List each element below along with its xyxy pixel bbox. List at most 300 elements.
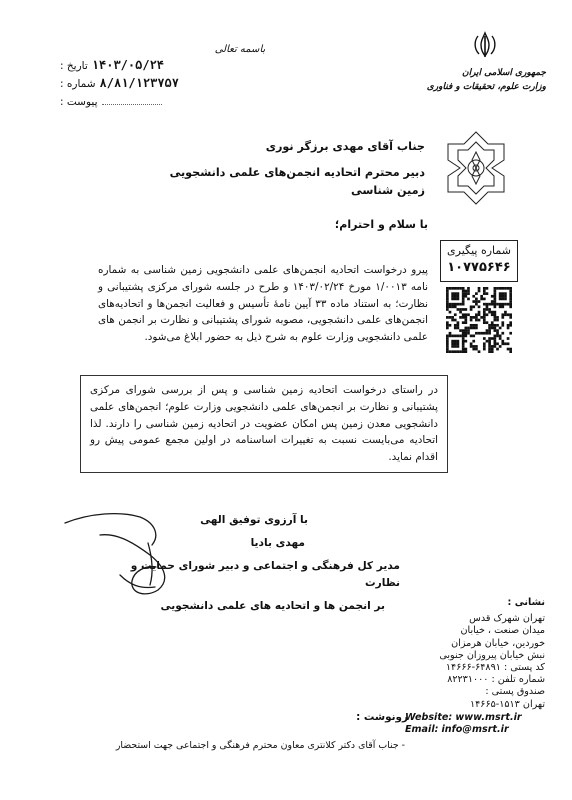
address-line4: نبش خیابان پیروزان جنوبی [439,649,545,661]
qr-module [446,298,449,301]
qr-module [480,332,483,335]
qr-module [501,324,504,327]
qr-module [462,303,465,306]
qr-module [501,342,504,345]
qr-module [499,295,502,298]
qr-module [454,303,457,306]
qr-module [451,350,454,353]
address-line1: تهران شهرک قدس [469,613,545,625]
qr-module [488,303,491,306]
qr-module [454,335,457,338]
qr-module [464,348,467,351]
letter-meta [60,58,200,109]
qr-module [464,290,467,293]
qr-module [488,327,491,330]
addressee [160,138,425,200]
qr-module [504,311,507,314]
qr-module [501,332,504,335]
qr-module [486,303,489,306]
signature-title2: بر انجمن ها و اتحادیه های علمی دانشجویی [160,600,385,612]
qr-module [486,340,489,343]
qr-module [451,295,454,298]
website-label: Website: [405,711,453,723]
website-link[interactable]: www.msrt.ir [455,711,522,723]
pobox-value: تهران ۱۵۱۳-۱۴۶۶۵ [469,698,545,710]
qr-module [483,316,486,319]
qr-module [454,292,457,295]
qr-module [491,350,494,353]
qr-module [451,298,454,301]
tracking-label: شماره پیگیری [447,244,511,257]
qr-module [488,308,491,311]
tracking-box [440,240,518,282]
qr-module [462,335,465,338]
qr-module [462,298,465,301]
qr-module [507,337,510,340]
qr-module [446,305,449,308]
qr-module [491,337,494,340]
qr-module [464,308,467,311]
qr-module [457,340,460,343]
qr-module [491,348,494,351]
email-label: Email: [405,724,439,736]
qr-module [507,342,510,345]
qr-module [509,287,512,290]
qr-module [478,287,481,290]
qr-module [478,313,481,316]
qr-module [475,292,478,295]
qr-module [501,313,504,316]
qr-module [454,327,457,330]
qr-module [507,303,510,306]
qr-module [480,295,483,298]
qr-module [509,313,512,316]
date-label: تاریخ : [60,60,88,72]
qr-module [494,342,497,345]
postal-code: کد پستی : ۶۴۸۹۱-۱۴۶۶۶ [445,662,545,674]
qr-module [454,340,457,343]
date-row [60,58,200,73]
qr-module [480,298,483,301]
qr-module [499,327,502,330]
qr-module [459,311,462,314]
qr-module [504,295,507,298]
qr-module [446,342,449,345]
qr-module [454,295,457,298]
qr-module [457,350,460,353]
qr-module [472,340,475,343]
qr-module [462,292,465,295]
qr-module [509,324,512,327]
qr-module [451,342,454,345]
qr-module [494,287,497,290]
qr-module [509,290,512,293]
qr-module [491,313,494,316]
qr-module [454,298,457,301]
qr-module [451,335,454,338]
qr-module [494,319,497,322]
qr-module [488,342,491,345]
qr-module [449,335,452,338]
qr-module [457,335,460,338]
tracking-number: ۱۰۷۷۵۶۴۶ [447,260,511,275]
qr-module [494,316,497,319]
qr-module [509,332,512,335]
qr-module [470,316,473,319]
qr-module [501,316,504,319]
qr-module [483,348,486,351]
qr-module [459,308,462,311]
qr-module [449,287,452,290]
qr-module [446,345,449,348]
body-paragraph: پیرو درخواست اتحادیه انجمن‌های علمی دانشجویی زمین شناسی به شماره نامه ۱/۰۰۱۳ مورخ ۱۴۰۳/۰۲/۲۴ و طرح در جلسه شورای مرکزی پشتیبانی و نظارت؛ به استناد ماده ۳۳ آیین نامهٔ تأسیس و فعالیت انجمن‌ها و اتحادیه‌های انجمن‌های علمی دانشجویی، مصوبه شورای پشتیبانی و نظارت بر انجمن های علمی دانشجویی وزارت علوم به شرح ذیل به حضور ابلاغ می‌شود. [98,264,429,344]
qr-module [457,292,460,295]
qr-module [457,308,460,311]
qr-module [475,319,478,322]
qr-module [464,313,467,316]
qr-module [501,287,504,290]
qr-module [462,316,465,319]
qr-module [451,305,454,308]
qr-module [457,321,460,324]
qr-module [462,345,465,348]
qr-module [494,311,497,314]
qr-module [446,287,449,290]
ornament-icon [446,130,506,205]
contact-block [405,597,545,736]
qr-module [462,313,465,316]
qr-module [491,321,494,324]
qr-module [470,345,473,348]
qr-module [499,345,502,348]
qr-module [449,316,452,319]
qr-module [467,332,470,335]
qr-module [491,295,494,298]
qr-module [499,298,502,301]
qr-module [462,321,465,324]
qr-module [475,332,478,335]
qr-module [494,345,497,348]
qr-module [475,327,478,330]
qr-module [494,337,497,340]
qr-module [446,290,449,293]
qr-module [446,335,449,338]
qr-module [464,327,467,330]
qr-module [494,295,497,298]
qr-module [483,345,486,348]
qr-module [464,335,467,338]
qr-module [507,348,510,351]
qr-module [470,319,473,322]
qr-module [488,324,491,327]
qr-module [499,287,502,290]
qr-module [464,319,467,322]
qr-module [486,308,489,311]
qr-module [451,316,454,319]
qr-module [454,345,457,348]
qr-module [454,342,457,345]
qr-module [446,324,449,327]
pobox-label: صندوق پستی : [485,686,545,698]
qr-module [483,287,486,290]
qr-module [454,287,457,290]
qr-module [464,329,467,332]
qr-module [454,319,457,322]
qr-module [509,298,512,301]
phone-number: شماره تلفن : ۸۲۲۳۱۰۰۰ [447,674,545,686]
qr-module [462,337,465,340]
qr-module [446,340,449,343]
cc-line1: - جناب آقای دکتر کلانتری معاون محترم فرهنگی و اجتماعی جهت استحضار [115,740,405,751]
ministry-line1: جمهوری اسلامی ایران [461,68,546,78]
qr-module [483,313,486,316]
qr-module [454,324,457,327]
qr-module [494,298,497,301]
qr-module [462,332,465,335]
handwritten-signature-icon [60,505,230,600]
qr-module [449,311,452,314]
qr-module [483,337,486,340]
qr-module [478,300,481,303]
qr-module [494,329,497,332]
email-row [405,724,545,736]
qr-module [491,303,494,306]
qr-module [494,327,497,330]
qr-module [488,350,491,353]
qr-module [449,332,452,335]
date-value: ۱۴۰۳/۰۵/۲۴ [91,58,165,72]
addressee-name: جناب آقای مهدی برزگر نوری [265,140,425,153]
qr-module [446,327,449,330]
qr-module [462,287,465,290]
qr-module [494,303,497,306]
qr-module [464,316,467,319]
qr-module [501,292,504,295]
qr-module [488,348,491,351]
qr-module [483,332,486,335]
qr-module [491,300,494,303]
qr-module [472,327,475,330]
qr-module [446,350,449,353]
qr-module [491,327,494,330]
qr-module [507,313,510,316]
website-row [405,712,545,724]
qr-module [459,350,462,353]
qr-module [501,303,504,306]
qr-module [499,337,502,340]
qr-module [509,295,512,298]
qr-module [509,300,512,303]
attachment-row [60,95,200,109]
qr-module [491,324,494,327]
qr-module [467,313,470,316]
qr-module [462,342,465,345]
qr-module [501,298,504,301]
qr-module [451,319,454,322]
qr-module [494,313,497,316]
qr-module [496,332,499,335]
qr-module [462,350,465,353]
qr-module [459,287,462,290]
qr-module [496,287,499,290]
qr-module [501,295,504,298]
qr-module [451,292,454,295]
iran-emblem-icon [470,30,500,60]
qr-module [496,319,499,322]
qr-module [457,342,460,345]
qr-module [509,350,512,353]
qr-module [459,329,462,332]
qr-module [488,311,491,314]
qr-module [483,290,486,293]
ministry-name [426,66,546,94]
qr-module [494,290,497,293]
qr-module [499,303,502,306]
qr-module [483,319,486,322]
qr-module [507,324,510,327]
qr-module [464,350,467,353]
qr-module [475,303,478,306]
qr-module [475,316,478,319]
qr-module [470,305,473,308]
qr-module [462,348,465,351]
qr-module [454,313,457,316]
qr-module [459,303,462,306]
decision-box: در راستای درخواست اتحادیه زمین شناسی و پس از بررسی شورای مرکزی پشتیبانی و نظارت بر انجمن‌های علمی دانشجویی وزارت علوم؛ انجمن‌های علمی دانشجویی معدن زمین پس امکان عضویت در اتحادیه زمین شناسی را دارند. لذا اتحادیه می‌بایست نسبت به تغییرات اساسنامه در اولین مجمع عمومی پیش رو اقدام نماید. [80,375,448,473]
qr-module [470,308,473,311]
signature-title1: مدیر کل فرهنگی و اجتماعی و دبیر شورای حمایت و نظارت [130,560,400,589]
qr-module [472,345,475,348]
qr-module [470,342,473,345]
qr-module [464,321,467,324]
qr-module [472,316,475,319]
qr-module [446,292,449,295]
cc-label: رونوشت : [356,711,408,723]
qr-module [483,292,486,295]
qr-module [486,313,489,316]
attachment-label: پیوست : [60,96,98,108]
number-value: ۸/۸۱/۱۲۳۷۵۷ [99,76,179,90]
qr-module [509,305,512,308]
qr-module [494,335,497,338]
qr-module [499,335,502,338]
qr-module [475,345,478,348]
qr-module [486,292,489,295]
qr-module [457,295,460,298]
qr-module [480,316,483,319]
qr-module [488,345,491,348]
qr-module [457,287,460,290]
qr-module [478,305,481,308]
qr-module [478,311,481,314]
qr-module [446,316,449,319]
qr-module [494,300,497,303]
qr-module [501,305,504,308]
qr-module [488,329,491,332]
qr-module [486,332,489,335]
qr-module [446,348,449,351]
qr-module [449,305,452,308]
qr-module [509,321,512,324]
qr-module [451,303,454,306]
qr-module [459,335,462,338]
qr-module [446,303,449,306]
qr-module [449,303,452,306]
qr-module [478,319,481,322]
qr-module [462,290,465,293]
qr-module [472,300,475,303]
qr-module [446,295,449,298]
qr-module [504,287,507,290]
qr-module [478,290,481,293]
qr-module [496,342,499,345]
qr-module [449,324,452,327]
qr-module [446,308,449,311]
qr-module [486,321,489,324]
qr-module [507,287,510,290]
qr-module [454,305,457,308]
qr-module [475,313,478,316]
qr-module [494,305,497,308]
qr-module [470,324,473,327]
qr-module [509,292,512,295]
address-label: نشانی : [507,597,545,608]
qr-module [472,324,475,327]
qr-module [457,298,460,301]
number-row [60,76,200,91]
qr-module [509,303,512,306]
qr-module [509,348,512,351]
qr-module [475,300,478,303]
qr-module [488,332,491,335]
qr-module [467,287,470,290]
qr-module [496,303,499,306]
qr-module [451,340,454,343]
qr-module [483,321,486,324]
qr-module [496,348,499,351]
qr-code [446,287,512,353]
qr-module [475,298,478,301]
qr-module [509,316,512,319]
addressee-title: دبیر محترم اتحادیه انجمن‌های علمی دانشجویی زمین شناسی [169,166,425,197]
qr-module [496,324,499,327]
qr-module [464,295,467,298]
qr-module [472,305,475,308]
signature-name: مهدی بادیا [250,537,305,549]
ministry-line2: وزارت علوم، تحقیقات و فناوری [426,82,546,92]
qr-module [486,329,489,332]
qr-module [504,303,507,306]
qr-module [475,348,478,351]
qr-module [499,292,502,295]
qr-module [504,342,507,345]
email-link[interactable]: info@msrt.ir [441,724,509,736]
qr-module [462,308,465,311]
qr-module [499,305,502,308]
qr-module [483,303,486,306]
qr-module [467,327,470,330]
qr-module [451,345,454,348]
qr-module [475,324,478,327]
qr-module [457,327,460,330]
qr-module [501,340,504,343]
qr-module [496,335,499,338]
qr-module [462,295,465,298]
qr-module [457,345,460,348]
qr-module [464,292,467,295]
qr-module [459,316,462,319]
qr-module [446,321,449,324]
